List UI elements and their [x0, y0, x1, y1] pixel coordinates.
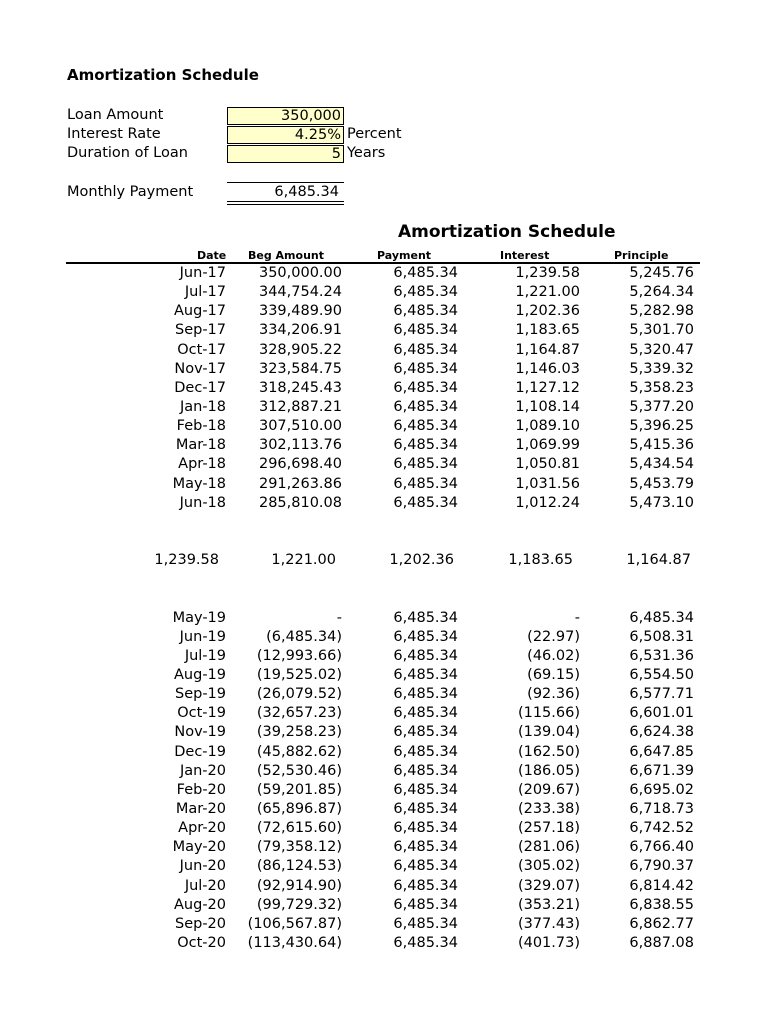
interest-cell: 1,221.00	[515, 284, 580, 301]
principle-cell: 5,396.25	[629, 418, 694, 435]
schedule-title: Amortization Schedule	[398, 222, 616, 242]
interest-summary-cell: 1,239.58	[154, 552, 219, 569]
blank-row	[0, 513, 770, 532]
date-cell: Jan-20	[179, 762, 226, 779]
payment-cell: 6,485.34	[393, 322, 458, 339]
table-row	[0, 666, 770, 685]
payment-cell: 6,485.34	[393, 915, 458, 932]
principle-cell: 6,742.52	[629, 820, 694, 837]
date-cell: Oct-17	[177, 341, 226, 358]
date-cell: Sep-20	[174, 915, 226, 932]
interest-rate-label: Interest Rate	[67, 126, 161, 142]
interest-rate-unit: Percent	[347, 126, 402, 142]
principle-cell: 6,790.37	[629, 858, 694, 875]
date-cell: Aug-17	[174, 303, 226, 320]
payment-cell: 6,485.34	[393, 762, 458, 779]
beg-amount-cell: 285,810.08	[258, 494, 342, 511]
interest-cell: 1,089.10	[515, 418, 580, 435]
table-row	[0, 475, 770, 494]
date-cell: Jan-18	[179, 398, 226, 415]
date-cell: Jun-19	[179, 628, 226, 645]
principle-cell: 5,453.79	[629, 475, 694, 492]
beg-amount-cell: (99,729.32)	[256, 896, 342, 913]
interest-summary-row	[0, 551, 770, 570]
beg-amount-cell: 291,263.86	[258, 475, 342, 492]
interest-summary-cell: 1,202.36	[389, 552, 454, 569]
beg-amount-cell: (65,896.87)	[256, 800, 342, 817]
date-cell: Feb-20	[176, 781, 226, 798]
payment-cell: 6,485.34	[393, 724, 458, 741]
table-row	[0, 896, 770, 915]
table-row	[0, 321, 770, 340]
beg-amount-cell: 350,000.00	[258, 265, 342, 281]
interest-cell: (209.67)	[517, 781, 580, 798]
beg-amount-cell: (86,124.53)	[256, 858, 342, 875]
beg-amount-cell: (79,358.12)	[256, 839, 342, 856]
payment-cell: 6,485.34	[393, 705, 458, 722]
interest-cell: (139.04)	[517, 724, 580, 741]
beg-amount-cell: (32,657.23)	[256, 705, 342, 722]
date-cell: Aug-20	[174, 896, 226, 913]
principle-cell: 6,766.40	[629, 839, 694, 856]
table-row	[0, 915, 770, 934]
table-row	[0, 398, 770, 417]
column-header-interest: Interest	[500, 249, 550, 262]
beg-amount-cell: (19,525.02)	[256, 666, 342, 683]
date-cell: Dec-19	[174, 743, 226, 760]
principle-cell: 6,887.08	[629, 934, 694, 951]
principle-cell: 5,473.10	[629, 494, 694, 511]
date-cell: Mar-20	[175, 800, 226, 817]
beg-amount-cell: (52,530.46)	[256, 762, 342, 779]
payment-cell: 6,485.34	[393, 494, 458, 511]
table-row	[0, 609, 770, 628]
table-row	[0, 455, 770, 474]
interest-cell: 1,031.56	[515, 475, 580, 492]
payment-cell: 6,485.34	[393, 437, 458, 454]
payment-cell: 6,485.34	[393, 800, 458, 817]
column-header-date: Date	[197, 249, 227, 262]
beg-amount-cell: (26,079.52)	[256, 686, 342, 703]
blank-row	[0, 532, 770, 551]
monthly-payment-value: 6,485.34	[227, 182, 344, 202]
principle-cell: 6,814.42	[629, 877, 694, 894]
interest-cell: (305.02)	[517, 858, 580, 875]
principle-cell: 5,282.98	[629, 303, 694, 320]
date-cell: Nov-19	[174, 724, 226, 741]
principle-cell: 6,838.55	[629, 896, 694, 913]
beg-amount-cell: (12,993.66)	[256, 647, 342, 664]
interest-cell: (186.05)	[517, 762, 580, 779]
payment-cell: 6,485.34	[393, 896, 458, 913]
principle-cell: 5,245.76	[629, 265, 694, 281]
loan-amount-field[interactable]: 350,000	[227, 107, 344, 125]
beg-amount-cell: (59,201.85)	[256, 781, 342, 798]
date-cell: Jun-18	[179, 494, 226, 511]
loan-amount-label: Loan Amount	[67, 107, 164, 123]
table-row	[0, 838, 770, 857]
duration-label: Duration of Loan	[67, 145, 188, 161]
principle-cell: 5,320.47	[629, 341, 694, 358]
payment-cell: 6,485.34	[393, 475, 458, 492]
beg-amount-cell: 339,489.90	[258, 303, 342, 320]
table-row	[0, 685, 770, 704]
interest-cell: (115.66)	[517, 705, 580, 722]
beg-amount-cell: (92,914.90)	[256, 877, 342, 894]
interest-cell: 1,239.58	[515, 265, 580, 281]
table-row	[0, 436, 770, 455]
column-header-principle: Principle	[614, 249, 669, 262]
interest-cell: 1,127.12	[515, 379, 580, 396]
payment-cell: 6,485.34	[393, 686, 458, 703]
beg-amount-cell: (6,485.34)	[266, 628, 342, 645]
interest-cell: 1,202.36	[515, 303, 580, 320]
principle-cell: 6,508.31	[629, 628, 694, 645]
beg-amount-cell: (72,615.60)	[256, 820, 342, 837]
principle-cell: 5,415.36	[629, 437, 694, 454]
interest-cell: (257.18)	[517, 820, 580, 837]
table-row	[0, 647, 770, 666]
beg-amount-cell: 307,510.00	[258, 418, 342, 435]
interest-cell: 1,164.87	[515, 341, 580, 358]
date-cell: May-19	[172, 609, 226, 626]
date-cell: Nov-17	[174, 360, 226, 377]
payment-cell: 6,485.34	[393, 934, 458, 951]
beg-amount-cell: 334,206.91	[258, 322, 342, 339]
interest-cell: (401.73)	[517, 934, 580, 951]
principle-cell: 5,301.70	[629, 322, 694, 339]
payment-cell: 6,485.34	[393, 877, 458, 894]
payment-cell: 6,485.34	[393, 628, 458, 645]
date-cell: Dec-17	[174, 379, 226, 396]
date-cell: Apr-20	[178, 820, 226, 837]
payment-cell: 6,485.34	[393, 418, 458, 435]
principle-cell: 6,671.39	[629, 762, 694, 779]
table-row	[0, 417, 770, 436]
principle-cell: 5,358.23	[629, 379, 694, 396]
interest-cell: (233.38)	[517, 800, 580, 817]
principle-cell: 5,339.32	[629, 360, 694, 377]
date-cell: Apr-18	[178, 456, 226, 473]
beg-amount-cell: 318,245.43	[258, 379, 342, 396]
payment-cell: 6,485.34	[393, 398, 458, 415]
table-row	[0, 360, 770, 379]
principle-cell: 6,485.34	[629, 609, 694, 626]
interest-cell: 1,183.65	[515, 322, 580, 339]
interest-summary-cell: 1,221.00	[271, 552, 336, 569]
monthly-payment-label: Monthly Payment	[67, 184, 194, 200]
beg-amount-cell: -	[336, 609, 342, 626]
payment-cell: 6,485.34	[393, 743, 458, 760]
beg-amount-cell: (113,430.64)	[247, 934, 342, 951]
payment-cell: 6,485.34	[393, 666, 458, 683]
table-row	[0, 800, 770, 819]
interest-cell: 1,069.99	[515, 437, 580, 454]
date-cell: Jun-17	[179, 265, 226, 281]
table-row	[0, 934, 770, 953]
table-row	[0, 762, 770, 781]
table-row	[0, 283, 770, 302]
date-cell: Mar-18	[175, 437, 226, 454]
principle-cell: 6,695.02	[629, 781, 694, 798]
date-cell: May-20	[172, 839, 226, 856]
date-cell: Oct-20	[177, 934, 226, 951]
interest-cell: (281.06)	[517, 839, 580, 856]
interest-cell: (69.15)	[527, 666, 580, 683]
table-row	[0, 877, 770, 896]
interest-cell: -	[574, 609, 580, 626]
interest-cell: (46.02)	[527, 647, 580, 664]
blank-row	[0, 570, 770, 589]
interest-rate-field[interactable]: 4.25%	[227, 126, 344, 144]
schedule-table	[0, 264, 770, 953]
principle-cell: 6,531.36	[629, 647, 694, 664]
table-row	[0, 704, 770, 723]
payment-cell: 6,485.34	[393, 303, 458, 320]
interest-cell: (162.50)	[517, 743, 580, 760]
principle-cell: 6,624.38	[629, 724, 694, 741]
table-row	[0, 341, 770, 360]
interest-cell: (92.36)	[527, 686, 580, 703]
table-row	[0, 743, 770, 762]
date-cell: Aug-19	[174, 666, 226, 683]
interest-cell: 1,108.14	[515, 398, 580, 415]
date-cell: Jul-19	[184, 647, 226, 664]
double-underline-bottom	[227, 204, 344, 205]
principle-cell: 6,601.01	[629, 705, 694, 722]
blank-row	[0, 589, 770, 608]
column-header-beg-amount: Beg Amount	[248, 249, 325, 262]
duration-unit: Years	[347, 145, 386, 161]
table-row	[0, 302, 770, 321]
payment-cell: 6,485.34	[393, 284, 458, 301]
principle-cell: 5,264.34	[629, 284, 694, 301]
date-cell: Jul-17	[184, 284, 226, 301]
date-cell: Oct-19	[177, 705, 226, 722]
beg-amount-cell: 296,698.40	[258, 456, 342, 473]
interest-cell: 1,146.03	[515, 360, 580, 377]
principle-cell: 6,718.73	[629, 800, 694, 817]
beg-amount-cell: (106,567.87)	[247, 915, 342, 932]
date-cell: Sep-19	[174, 686, 226, 703]
interest-cell: 1,050.81	[515, 456, 580, 473]
interest-cell: (353.21)	[517, 896, 580, 913]
payment-cell: 6,485.34	[393, 360, 458, 377]
principle-cell: 6,577.71	[629, 686, 694, 703]
payment-cell: 6,485.34	[393, 820, 458, 837]
table-row	[0, 781, 770, 800]
interest-cell: 1,012.24	[515, 494, 580, 511]
table-row	[0, 379, 770, 398]
interest-cell: (377.43)	[517, 915, 580, 932]
table-row	[0, 857, 770, 876]
payment-cell: 6,485.34	[393, 341, 458, 358]
beg-amount-cell: 323,584.75	[258, 360, 342, 377]
column-header-payment: Payment	[377, 249, 432, 262]
payment-cell: 6,485.34	[393, 379, 458, 396]
payment-cell: 6,485.34	[393, 858, 458, 875]
duration-field[interactable]: 5	[227, 145, 344, 163]
payment-cell: 6,485.34	[393, 265, 458, 281]
interest-summary-cell: 1,183.65	[508, 552, 573, 569]
interest-cell: (329.07)	[517, 877, 580, 894]
table-row	[0, 819, 770, 838]
table-row	[0, 494, 770, 513]
table-row	[0, 723, 770, 742]
beg-amount-cell: 312,887.21	[258, 398, 342, 415]
interest-cell: (22.97)	[527, 628, 580, 645]
payment-cell: 6,485.34	[393, 456, 458, 473]
page-title: Amortization Schedule	[67, 66, 259, 84]
payment-cell: 6,485.34	[393, 647, 458, 664]
date-cell: Sep-17	[174, 322, 226, 339]
interest-summary-cell: 1,164.87	[626, 552, 691, 569]
principle-cell: 6,862.77	[629, 915, 694, 932]
table-row	[0, 628, 770, 647]
date-cell: May-18	[172, 475, 226, 492]
double-underline-top	[227, 201, 344, 202]
beg-amount-cell: (45,882.62)	[256, 743, 342, 760]
beg-amount-cell: 328,905.22	[258, 341, 342, 358]
beg-amount-cell: 302,113.76	[258, 437, 342, 454]
principle-cell: 5,434.54	[629, 456, 694, 473]
beg-amount-cell: (39,258.23)	[256, 724, 342, 741]
table-row	[0, 264, 770, 283]
principle-cell: 5,377.20	[629, 398, 694, 415]
beg-amount-cell: 344,754.24	[258, 284, 342, 301]
date-cell: Jul-20	[184, 877, 226, 894]
date-cell: Jun-20	[179, 858, 226, 875]
principle-cell: 6,647.85	[629, 743, 694, 760]
principle-cell: 6,554.50	[629, 666, 694, 683]
payment-cell: 6,485.34	[393, 781, 458, 798]
payment-cell: 6,485.34	[393, 609, 458, 626]
payment-cell: 6,485.34	[393, 839, 458, 856]
date-cell: Feb-18	[176, 418, 226, 435]
